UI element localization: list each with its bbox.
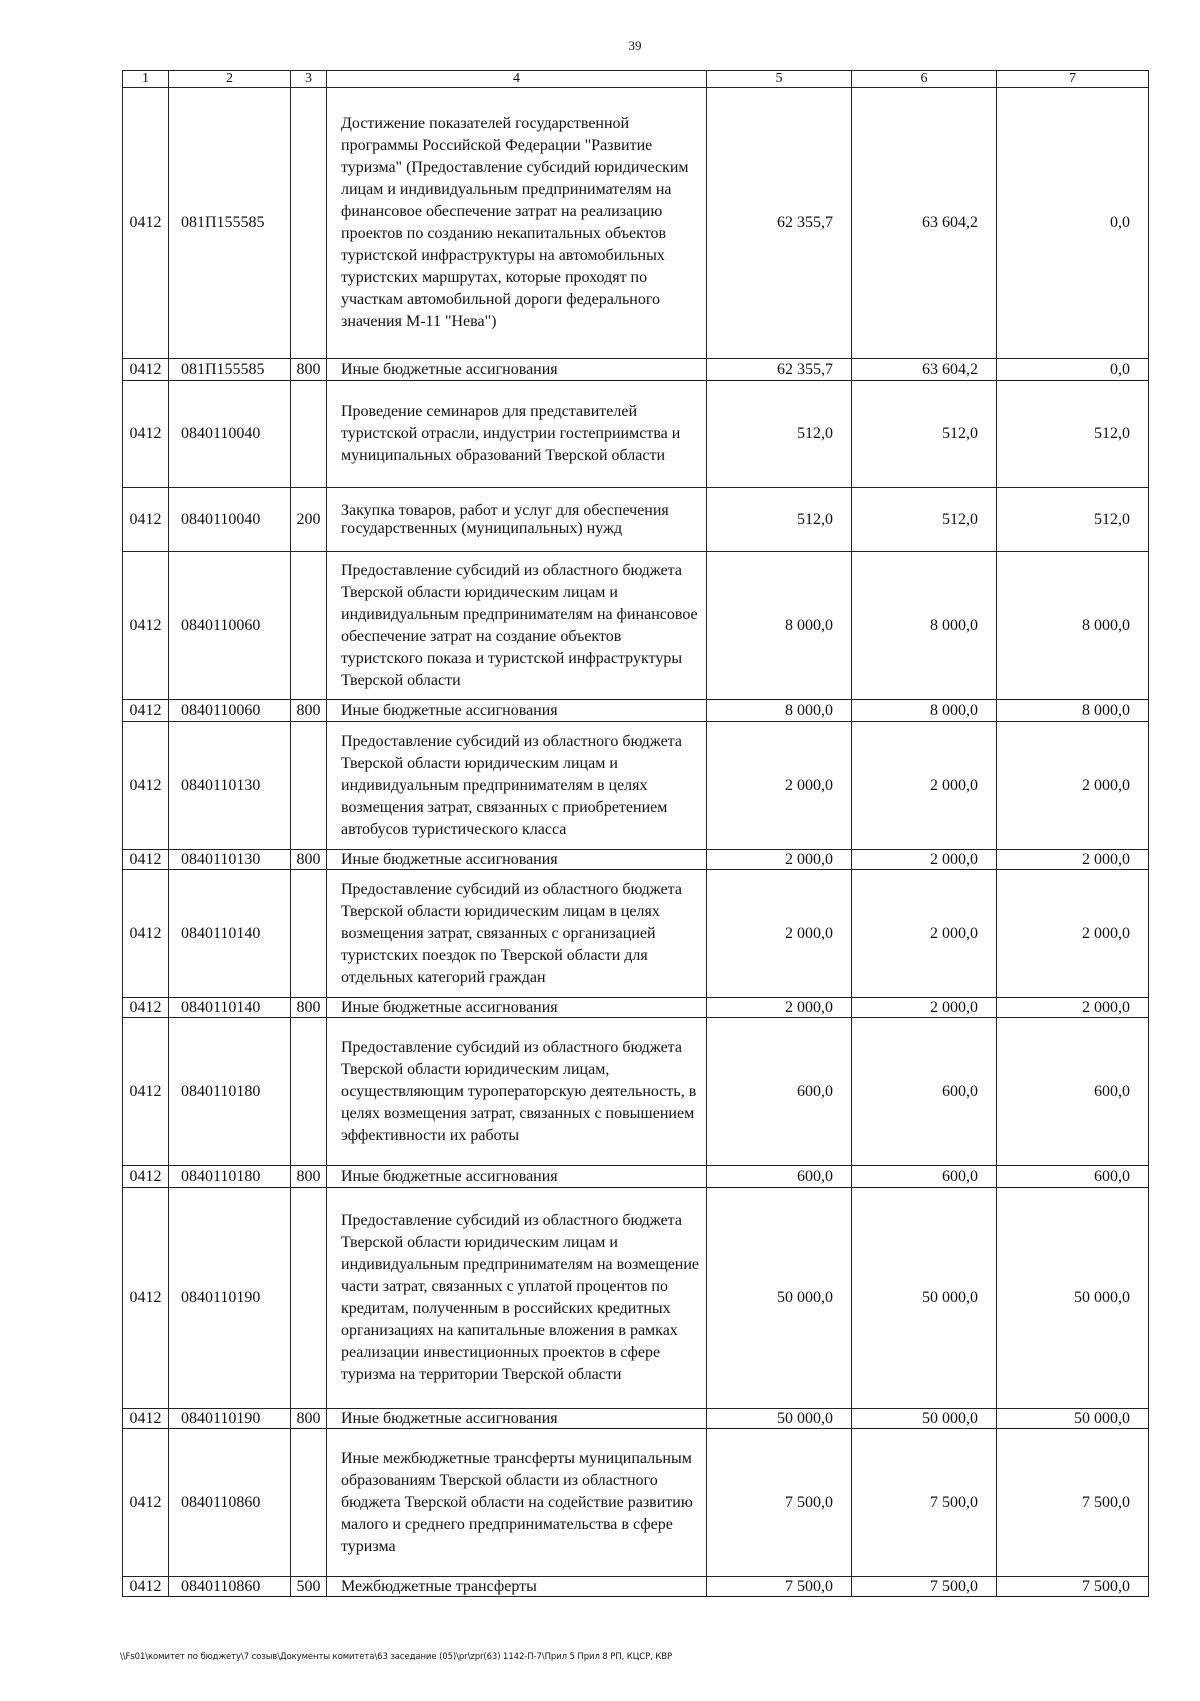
amount-col-5: 2 000,0 <box>707 870 852 998</box>
section-code: 0412 <box>123 1188 169 1409</box>
table-row <box>123 552 1149 700</box>
item-name: Проведение семинаров для представителей туристской отрасли, индустрии гостеприимства и муниципальных образований Тверской области <box>327 381 707 488</box>
amount-col-5: 50 000,0 <box>707 1188 852 1409</box>
amount-col-6: 2 000,0 <box>852 998 997 1018</box>
amount-col-7: 600,0 <box>997 1166 1149 1188</box>
amount-col-7: 2 000,0 <box>997 850 1149 870</box>
header-col-3: 3 <box>291 71 327 88</box>
item-name: Иные бюджетные ассигнования <box>327 700 707 722</box>
amount-col-7: 8 000,0 <box>997 700 1149 722</box>
amount-col-7: 0,0 <box>997 359 1149 381</box>
expense-type-code: 800 <box>291 1166 327 1188</box>
amount-col-7: 0,0 <box>997 88 1149 359</box>
target-article-code: 0840110060 <box>169 700 291 722</box>
target-article-code: 0840110130 <box>169 722 291 850</box>
expense-type-code: 800 <box>291 1409 327 1429</box>
table-row <box>123 359 1149 381</box>
item-name: Предоставление субсидий из областного бюджета Тверской области юридическим лицам, осуществляющим туроператорскую деятельность, в целях возмещения затрат, связанных с повышением эффективности их работы <box>327 1018 707 1166</box>
target-article-code: 0840110190 <box>169 1188 291 1409</box>
amount-col-5: 512,0 <box>707 488 852 552</box>
amount-col-5: 62 355,7 <box>707 359 852 381</box>
item-name: Достижение показателей государственной программы Российской Федерации "Развитие туризма" (Предоставление субсидий юридическим лицам и индивидуальным предпринимателям на финансовое обеспечение затрат на реализацию проектов по созданию некапитальных объектов туристской инфраструктуры на автомобильных туристских маршрутах, которые проходят по участкам автомобильной дороги федерального значения М-11 "Нева") <box>327 88 707 359</box>
expense-type-code <box>291 1018 327 1166</box>
header-col-7: 7 <box>997 71 1149 88</box>
item-name: Предоставление субсидий из областного бюджета Тверской области юридическим лицам в целях возмещения затрат, связанных с организацией туристских поездок по Тверской области для отдельных категорий граждан <box>327 870 707 998</box>
section-code: 0412 <box>123 850 169 870</box>
target-article-code: 0840110180 <box>169 1018 291 1166</box>
section-code: 0412 <box>123 88 169 359</box>
target-article-code: 0840110140 <box>169 870 291 998</box>
expense-type-code <box>291 1429 327 1577</box>
amount-col-7: 7 500,0 <box>997 1429 1149 1577</box>
expense-type-code: 800 <box>291 850 327 870</box>
section-code: 0412 <box>123 552 169 700</box>
header-col-6: 6 <box>852 71 997 88</box>
expense-type-code <box>291 88 327 359</box>
item-name: Иные бюджетные ассигнования <box>327 1166 707 1188</box>
header-col-4: 4 <box>327 71 707 88</box>
item-name: Иные бюджетные ассигнования <box>327 850 707 870</box>
expense-type-code <box>291 552 327 700</box>
section-code: 0412 <box>123 870 169 998</box>
section-code: 0412 <box>123 1577 169 1597</box>
target-article-code: 0840110180 <box>169 1166 291 1188</box>
amount-col-6: 50 000,0 <box>852 1409 997 1429</box>
item-name: Закупка товаров, работ и услуг для обеспечения государственных (муниципальных) нужд <box>327 488 707 552</box>
amount-col-5: 62 355,7 <box>707 88 852 359</box>
amount-col-7: 2 000,0 <box>997 722 1149 850</box>
amount-col-6: 8 000,0 <box>852 552 997 700</box>
header-col-1: 1 <box>123 71 169 88</box>
target-article-code: 0840110040 <box>169 488 291 552</box>
section-code: 0412 <box>123 700 169 722</box>
amount-col-7: 2 000,0 <box>997 998 1149 1018</box>
expense-type-code <box>291 1188 327 1409</box>
amount-col-6: 512,0 <box>852 381 997 488</box>
table-row <box>123 870 1149 998</box>
section-code: 0412 <box>123 488 169 552</box>
amount-col-6: 600,0 <box>852 1018 997 1166</box>
expense-type-code: 800 <box>291 700 327 722</box>
target-article-code: 081П155585 <box>169 88 291 359</box>
table-row <box>123 1429 1149 1577</box>
section-code: 0412 <box>123 1166 169 1188</box>
expense-type-code: 200 <box>291 488 327 552</box>
amount-col-6: 50 000,0 <box>852 1188 997 1409</box>
table-row <box>123 998 1149 1018</box>
amount-col-6: 2 000,0 <box>852 722 997 850</box>
amount-col-5: 8 000,0 <box>707 700 852 722</box>
item-name: Предоставление субсидий из областного бюджета Тверской области юридическим лицам и индивидуальным предпринимателям на возмещение части затрат, связанных с уплатой процентов по кредитам, полученным в российских кредитных организациях на капитальные вложения в рамках реализации инвестиционных проектов в сфере туризма на территории Тверской области <box>327 1188 707 1409</box>
item-name: Иные бюджетные ассигнования <box>327 998 707 1018</box>
expense-type-code: 800 <box>291 998 327 1018</box>
header-col-2: 2 <box>169 71 291 88</box>
section-code: 0412 <box>123 359 169 381</box>
amount-col-6: 2 000,0 <box>852 850 997 870</box>
item-name: Предоставление субсидий из областного бюджета Тверской области юридическим лицам и индивидуальным предпринимателям в целях возмещения затрат, связанных с приобретением автобусов туристического класса <box>327 722 707 850</box>
table-row <box>123 700 1149 722</box>
target-article-code: 0840110190 <box>169 1409 291 1429</box>
table-row <box>123 88 1149 359</box>
page-number: 39 <box>628 38 642 53</box>
expense-type-code <box>291 722 327 850</box>
table-row <box>123 1166 1149 1188</box>
amount-col-5: 600,0 <box>707 1018 852 1166</box>
expense-type-code <box>291 381 327 488</box>
amount-col-5: 7 500,0 <box>707 1429 852 1577</box>
header-row <box>123 71 1149 88</box>
section-code: 0412 <box>123 722 169 850</box>
table-row <box>123 850 1149 870</box>
target-article-code: 0840110130 <box>169 850 291 870</box>
amount-col-5: 8 000,0 <box>707 552 852 700</box>
target-article-code: 081П155585 <box>169 359 291 381</box>
table-row <box>123 1409 1149 1429</box>
amount-col-6: 63 604,2 <box>852 88 997 359</box>
amount-col-6: 8 000,0 <box>852 700 997 722</box>
footer-file-path: \\Fs01\комитет по бюджету\7 созыв\Документы комитета\63 заседание (05)\pr\zpr(63) 1142-П-7\Прил 5 Прил 8 РП, КЦСР, КВР <box>120 1652 672 1662</box>
item-name: Иные бюджетные ассигнования <box>327 359 707 381</box>
amount-col-5: 2 000,0 <box>707 722 852 850</box>
budget-table <box>122 70 1149 1597</box>
amount-col-5: 7 500,0 <box>707 1577 852 1597</box>
amount-col-7: 8 000,0 <box>997 552 1149 700</box>
item-name: Межбюджетные трансферты <box>327 1577 707 1597</box>
section-code: 0412 <box>123 1018 169 1166</box>
target-article-code: 0840110060 <box>169 552 291 700</box>
section-code: 0412 <box>123 381 169 488</box>
table-row <box>123 1018 1149 1166</box>
amount-col-6: 600,0 <box>852 1166 997 1188</box>
section-code: 0412 <box>123 998 169 1018</box>
amount-col-6: 63 604,2 <box>852 359 997 381</box>
amount-col-7: 50 000,0 <box>997 1188 1149 1409</box>
amount-col-7: 512,0 <box>997 488 1149 552</box>
table-row <box>123 381 1149 488</box>
expense-type-code: 800 <box>291 359 327 381</box>
target-article-code: 0840110040 <box>169 381 291 488</box>
header-col-5: 5 <box>707 71 852 88</box>
amount-col-5: 50 000,0 <box>707 1409 852 1429</box>
amount-col-5: 2 000,0 <box>707 998 852 1018</box>
target-article-code: 0840110140 <box>169 998 291 1018</box>
table-row <box>123 1577 1149 1597</box>
table-row <box>123 722 1149 850</box>
amount-col-7: 2 000,0 <box>997 870 1149 998</box>
amount-col-5: 600,0 <box>707 1166 852 1188</box>
item-name: Иные межбюджетные трансферты муниципальным образованиям Тверской области из областного бюджета Тверской области на содействие развитию малого и среднего предпринимательства в сфере туризма <box>327 1429 707 1577</box>
amount-col-7: 50 000,0 <box>997 1409 1149 1429</box>
amount-col-7: 600,0 <box>997 1018 1149 1166</box>
table-row <box>123 1188 1149 1409</box>
amount-col-6: 7 500,0 <box>852 1577 997 1597</box>
target-article-code: 0840110860 <box>169 1429 291 1577</box>
amount-col-6: 2 000,0 <box>852 870 997 998</box>
target-article-code: 0840110860 <box>169 1577 291 1597</box>
item-name: Предоставление субсидий из областного бюджета Тверской области юридическим лицам и индивидуальным предпринимателям на финансовое обеспечение затрат на создание объектов туристского показа и туристской инфраструктуры Тверской области <box>327 552 707 700</box>
expense-type-code: 500 <box>291 1577 327 1597</box>
item-name: Иные бюджетные ассигнования <box>327 1409 707 1429</box>
expense-type-code <box>291 870 327 998</box>
amount-col-6: 512,0 <box>852 488 997 552</box>
amount-col-5: 512,0 <box>707 381 852 488</box>
section-code: 0412 <box>123 1429 169 1577</box>
amount-col-6: 7 500,0 <box>852 1429 997 1577</box>
amount-col-5: 2 000,0 <box>707 850 852 870</box>
section-code: 0412 <box>123 1409 169 1429</box>
amount-col-7: 512,0 <box>997 381 1149 488</box>
table-row <box>123 488 1149 552</box>
amount-col-7: 7 500,0 <box>997 1577 1149 1597</box>
